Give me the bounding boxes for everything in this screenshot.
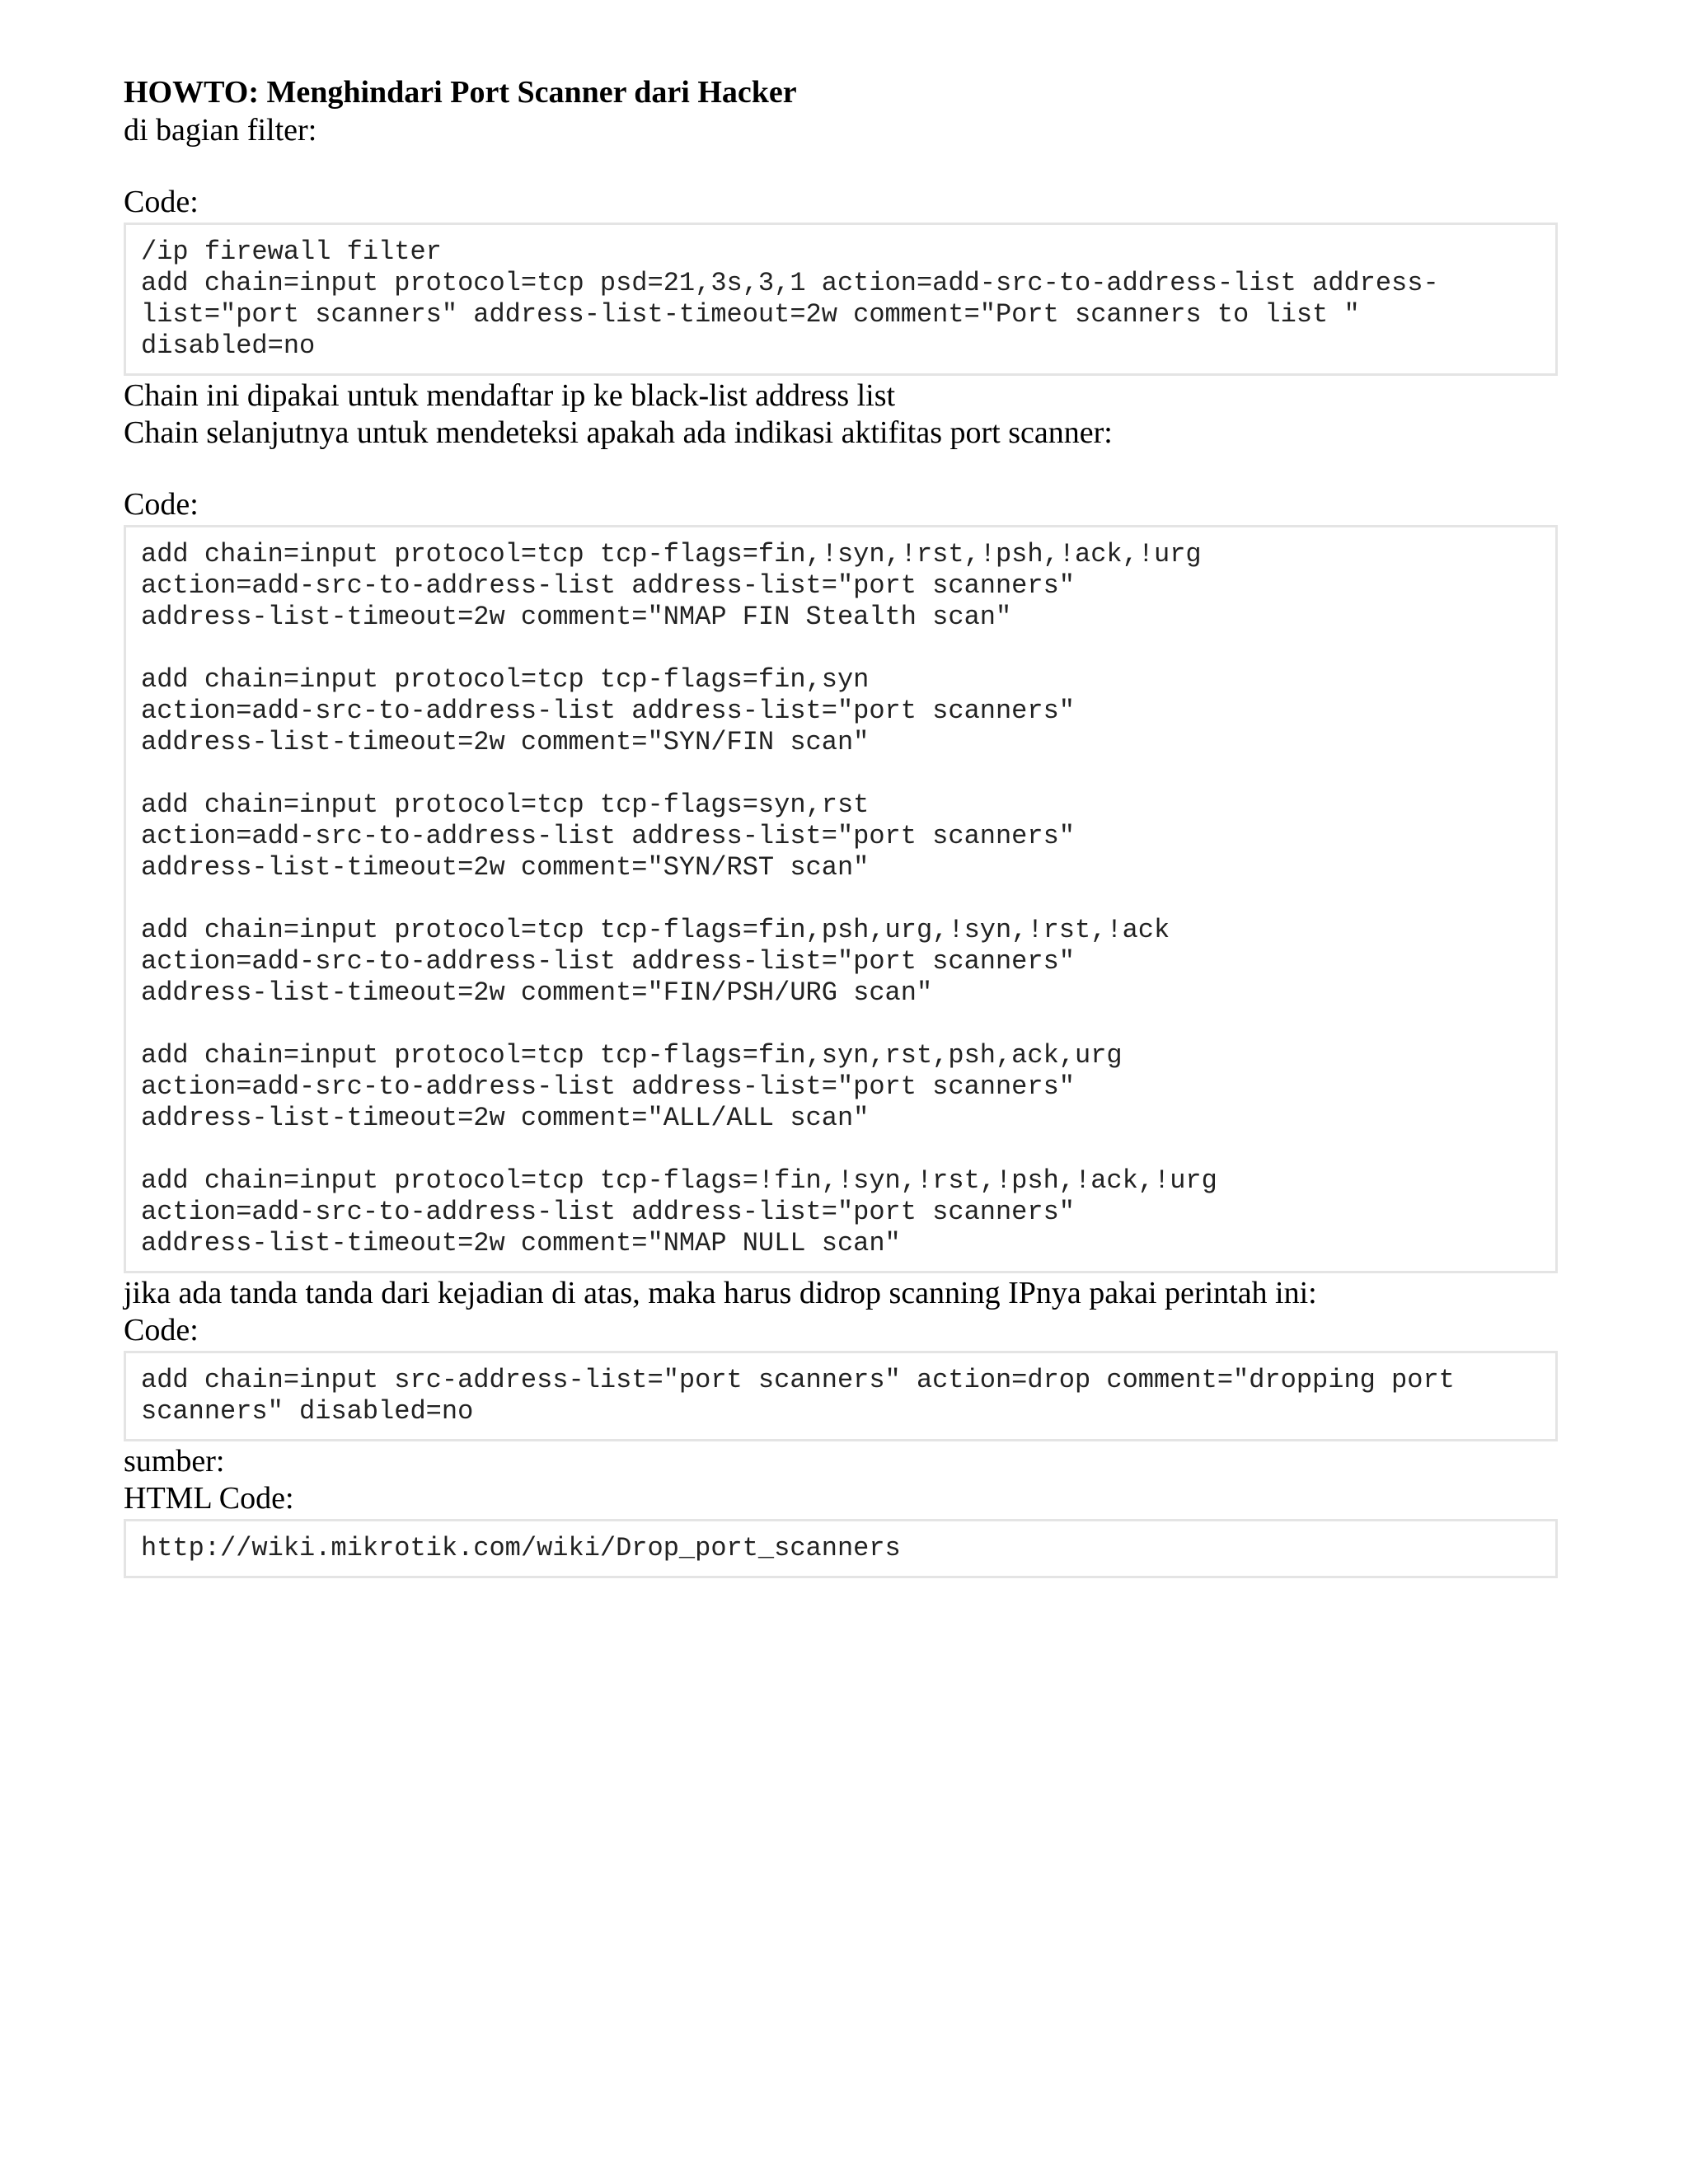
- code-line: address-list-timeout=2w comment="NMAP NULL scan": [141, 1228, 901, 1258]
- code-line: add chain=input protocol=tcp tcp-flags=fin,!syn,!rst,!psh,!ack,!urg: [141, 539, 1202, 569]
- code-line: address-list-timeout=2w comment="SYN/FIN scan": [141, 727, 870, 757]
- code-line: action=add-src-to-address-list address-list="port scanners": [141, 570, 1075, 601]
- code-line: action=add-src-to-address-list address-list="port scanners": [141, 821, 1075, 851]
- paragraph-3: jika ada tanda tanda dari kejadian di atas, maka harus didrop scanning IPnya pakai perintah ini:: [124, 1276, 1317, 1310]
- code-line: add chain=input src-address-list="port scanners" action=drop comment="dropping port: [141, 1365, 1455, 1395]
- code-line: list="port scanners" address-list-timeout=2w comment="Port scanners to list ": [141, 299, 1360, 330]
- spacer: [124, 452, 1558, 486]
- code-line: add chain=input protocol=tcp tcp-flags=fin,syn: [141, 664, 870, 695]
- code-line: scanners" disabled=no: [141, 1396, 474, 1427]
- code-line: add chain=input protocol=tcp tcp-flags=fin,psh,urg,!syn,!rst,!ack: [141, 915, 1170, 945]
- source-url[interactable]: http://wiki.mikrotik.com/wiki/Drop_port_scanners: [141, 1533, 901, 1563]
- code-line: action=add-src-to-address-list address-list="port scanners": [141, 696, 1075, 726]
- code-line: action=add-src-to-address-list address-list="port scanners": [141, 946, 1075, 977]
- code-line: address-list-timeout=2w comment="NMAP FIN Stealth scan": [141, 602, 1012, 632]
- code-line: add chain=input protocol=tcp psd=21,3s,3,1 action=add-src-to-address-list address-: [141, 268, 1439, 298]
- code-label-1: Code:: [124, 185, 199, 219]
- code-line: add chain=input protocol=tcp tcp-flags=!fin,!syn,!rst,!psh,!ack,!urg: [141, 1165, 1217, 1196]
- code-block-4[interactable]: [124, 1519, 1558, 1578]
- code-blank-line: [141, 1134, 1540, 1165]
- code-blank-line: [141, 758, 1540, 790]
- code-label-4: HTML Code:: [124, 1481, 294, 1516]
- code-block-3[interactable]: [124, 1351, 1558, 1441]
- code-line: address-list-timeout=2w comment="FIN/PSH/URG scan": [141, 977, 933, 1008]
- paragraph-2: Chain selanjutnya untuk mendeteksi apakah ada indikasi aktifitas port scanner:: [124, 415, 1113, 450]
- paragraph-1: Chain ini dipakai untuk mendaftar ip ke black-list address list: [124, 378, 896, 413]
- intro-text: di bagian filter:: [124, 113, 317, 148]
- source-label: sumber:: [124, 1444, 225, 1479]
- code-blank-line: [141, 883, 1540, 915]
- code-blank-line: [141, 633, 1540, 664]
- code-line: add chain=input protocol=tcp tcp-flags=fin,syn,rst,psh,ack,urg: [141, 1040, 1123, 1071]
- code-line: action=add-src-to-address-list address-list="port scanners": [141, 1071, 1075, 1102]
- code-line: /ip firewall filter: [141, 237, 442, 267]
- code-line: add chain=input protocol=tcp tcp-flags=syn,rst: [141, 790, 870, 820]
- code-line: disabled=no: [141, 330, 316, 361]
- code-line: address-list-timeout=2w comment="SYN/RST scan": [141, 852, 870, 883]
- document-title: HOWTO: Menghindari Port Scanner dari Hacker: [124, 75, 797, 110]
- code-label-3: Code:: [124, 1313, 199, 1347]
- document-page: [124, 73, 1558, 1580]
- code-block-1[interactable]: [124, 223, 1558, 376]
- code-label-2: Code:: [124, 487, 199, 522]
- spacer: [124, 149, 1558, 184]
- code-line: action=add-src-to-address-list address-list="port scanners": [141, 1197, 1075, 1227]
- code-blank-line: [141, 1009, 1540, 1040]
- code-line: address-list-timeout=2w comment="ALL/ALL scan": [141, 1103, 870, 1133]
- code-block-2[interactable]: [124, 525, 1558, 1273]
